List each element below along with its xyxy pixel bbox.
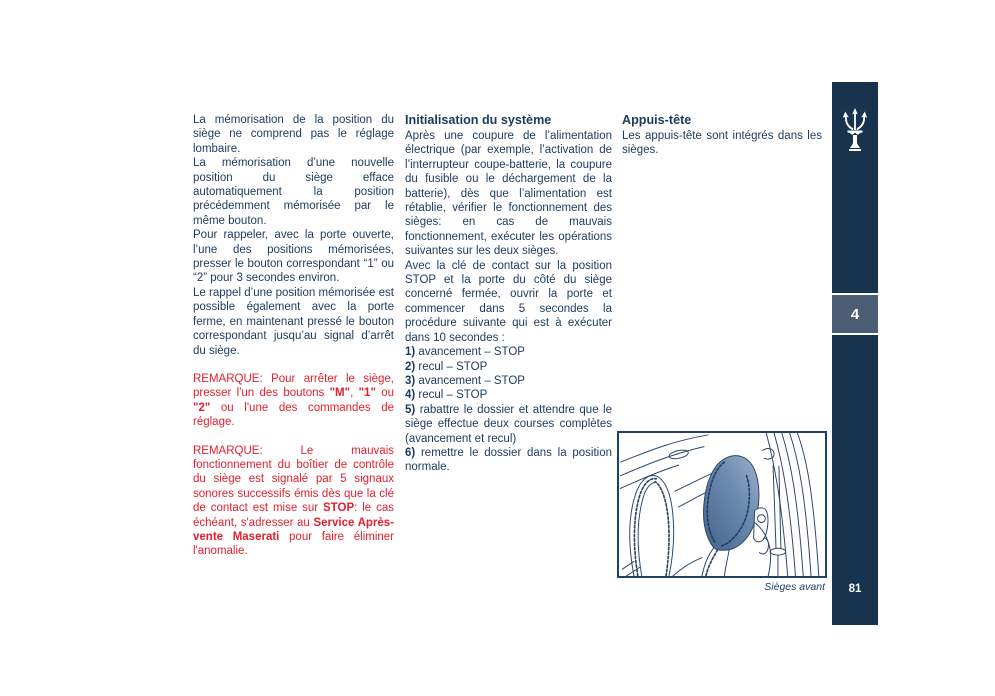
paragraph: Après une coupure de l’alimentation électrique (par exemple, l’activation de l’interrupteur coupe-batterie, la coupure du fusible ou le déchargement de la batterie), dès que l’alimentation est rétablie, vérifier le fonctionnement des sièges: en cas de mauvais fonctionnement, exécuter les opérations suivantes sur les deux sièges. — [405, 130, 612, 258]
step-text: avancement – STOP — [415, 374, 525, 387]
step-text: recul – STOP — [415, 360, 488, 373]
step-text: recul – STOP — [415, 389, 488, 402]
paragraph: Le rappel d’une position mémorisée est possible également avec la porte ferme, en maintenant pressé le bouton correspondant jusqu’au signal d’arrêt du siège. — [193, 286, 394, 357]
front-seats-illustration — [617, 431, 827, 578]
figure-caption: Sièges avant — [764, 581, 825, 593]
note-text: ou — [375, 387, 395, 400]
procedure-steps — [405, 345, 612, 475]
step-number: 2) — [405, 360, 416, 373]
note-bold: "1" — [358, 387, 376, 400]
step-number: 4) — [405, 389, 416, 402]
note-bold: "M" — [329, 387, 351, 400]
step-number: 5) — [405, 403, 416, 416]
step-item — [405, 388, 612, 402]
paragraph: La mémorisation d’une nouvelle position du siège efface automatiquement la position précédemment mémorisée par le même bouton. — [193, 157, 394, 227]
note-bold: "2" — [193, 401, 211, 414]
step-text: avancement – STOP — [415, 346, 525, 359]
note-text: REMARQUE: Le mauvais fonctionnement du boîtier de contrôle du siège est signalé par 5 signaux sonores successifs émis dès que la clé de contact est mise sur — [193, 444, 394, 515]
step-text: remettre le dossier dans la position normale. — [405, 446, 612, 474]
note-text: ou l'une des commandes de réglage. — [193, 401, 394, 429]
paragraph: Les appuis-tête sont intégrés dans les sièges. — [622, 130, 822, 157]
step-item — [405, 403, 612, 446]
note-text: REMARQUE: Pour arrêter le siège, presser l'un des boutons — [193, 372, 394, 400]
car-seats-drawing-icon — [619, 433, 825, 576]
remark-note-1 — [193, 372, 394, 430]
section-heading-appuis-tete: Appuis-tête — [622, 113, 692, 127]
note-text: : le cas échéant, s'adresser au — [193, 502, 394, 529]
right-column — [622, 113, 822, 158]
step-item — [405, 345, 612, 359]
step-item — [405, 360, 612, 374]
note-bold: Service Après-vente Maserati — [193, 516, 394, 543]
paragraph: Pour rappeler, avec la porte ouverte, l’une des positions mémorisées, presser le bouton correspondant “1” ou “2” pour 3 secondes environ. — [193, 229, 394, 285]
page-number: 81 — [848, 583, 862, 595]
section-heading-initialisation: Initialisation du système — [405, 113, 552, 127]
left-column — [193, 113, 394, 559]
maserati-trident-icon — [842, 108, 868, 152]
step-number: 3) — [405, 374, 416, 387]
step-number: 1) — [405, 346, 416, 359]
chapter-number: 4 — [850, 305, 860, 323]
paragraph: La mémorisation de la position du siège ne comprend pas le réglage lombaire. — [193, 114, 394, 155]
step-number: 6) — [405, 446, 416, 459]
note-bold: STOP — [323, 502, 355, 515]
step-item — [405, 446, 612, 475]
note-text: , — [350, 387, 359, 400]
step-text: rabattre le dossier et attendre que le siège effectue deux courses complètes (avancement et recul) — [405, 403, 612, 445]
step-item — [405, 374, 612, 388]
chapter-sidebar — [832, 82, 878, 625]
note-text: pour faire éliminer l'anomalie. — [193, 530, 395, 558]
paragraph: Avec la clé de contact sur la position STOP et la porte du côté du siège concerné fermée, ouvrir la porte et commencer dans 5 secondes la procédure suivante qui est à exécuter dans 10 secondes : — [405, 259, 612, 344]
middle-column — [405, 113, 612, 475]
remark-note-2 — [193, 444, 394, 559]
chapter-tab — [832, 293, 878, 335]
